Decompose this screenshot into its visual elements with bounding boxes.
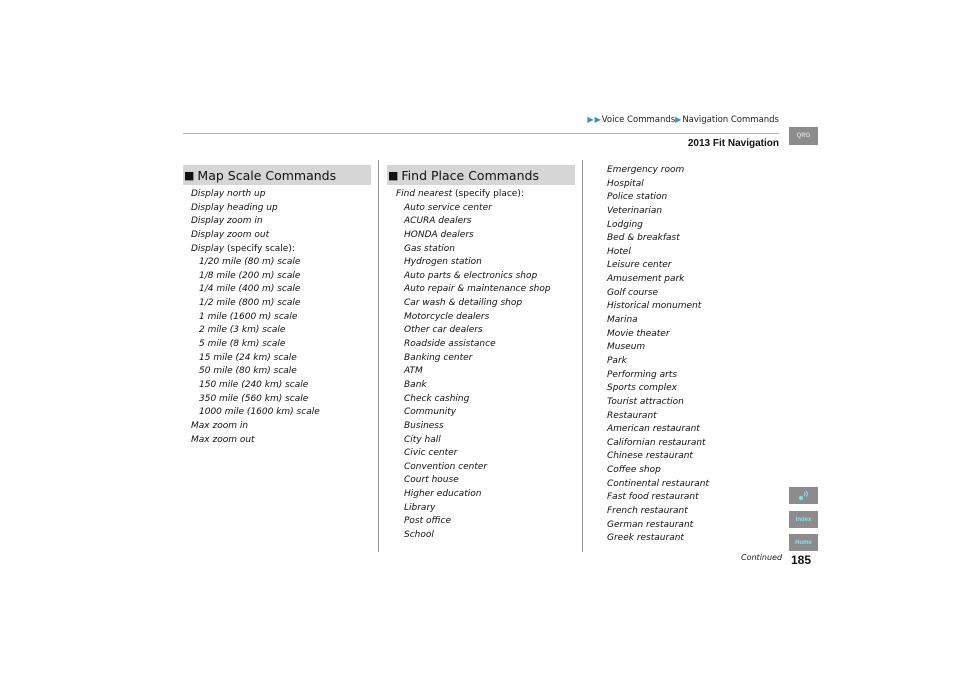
list-item-text: German restaurant [607, 519, 694, 530]
list-item [396, 256, 551, 270]
list-item-text: Display zoom out [191, 229, 270, 240]
list-item-text: 2 mile (3 km) scale [199, 325, 286, 336]
list-item [396, 215, 551, 229]
list-item [396, 393, 551, 407]
list-item [607, 300, 709, 314]
list-item-text: Library [404, 502, 436, 513]
list-item-text: American restaurant [607, 424, 700, 435]
list-item [191, 188, 320, 202]
list-item-text: Californian restaurant [607, 437, 706, 448]
list-item-text: Marina [607, 315, 638, 326]
list-item-text: Max zoom in [191, 420, 249, 431]
list-item [396, 283, 551, 297]
list-item [607, 437, 709, 451]
list-item [396, 243, 551, 257]
list-item [607, 396, 709, 410]
list-item [396, 502, 551, 516]
list-item [607, 164, 709, 178]
square-bullet-icon: ■ [184, 168, 195, 182]
list-item [191, 256, 320, 270]
list-item-text: Coffee shop [607, 465, 661, 476]
list-item [607, 273, 709, 287]
list-item [607, 246, 709, 260]
list-item [396, 420, 551, 434]
list-item [396, 324, 551, 338]
find-place-list [396, 188, 551, 543]
map-scale-heading-text: Map Scale Commands [197, 167, 337, 183]
list-item [396, 529, 551, 543]
list-item-text: Park [607, 355, 627, 366]
find-place-heading [387, 165, 575, 185]
list-item [396, 474, 551, 488]
list-item-text: Community [404, 407, 457, 418]
list-item [191, 324, 320, 338]
list-item-note: (specify scale): [224, 243, 295, 254]
map-scale-heading [183, 165, 371, 185]
list-item-text: Auto parts & electronics shop [404, 270, 538, 281]
list-item-text: Post office [404, 516, 451, 527]
map-scale-list [191, 188, 320, 447]
list-item-text: Fast food restaurant [607, 492, 699, 503]
list-item [396, 338, 551, 352]
triangle-right-icon: ▶ [587, 115, 594, 124]
list-item-text: Restaurant [607, 410, 657, 421]
list-item [607, 491, 709, 505]
list-item [191, 420, 320, 434]
home-button[interactable]: Home [789, 534, 818, 551]
list-item-text: Leisure center [607, 260, 672, 271]
list-item [396, 515, 551, 529]
breadcrumb [587, 115, 779, 125]
list-item [191, 202, 320, 216]
list-item-text: 1/4 mile (400 m) scale [199, 284, 301, 295]
list-item-text: Historical monument [607, 301, 702, 312]
list-item-text: HONDA dealers [404, 229, 474, 240]
list-item-text: 1/2 mile (800 m) scale [199, 298, 301, 309]
list-item [607, 519, 709, 533]
list-item [191, 434, 320, 448]
list-item-text: Auto repair & maintenance shop [404, 284, 551, 295]
list-item [607, 287, 709, 301]
index-button[interactable]: Index [789, 511, 818, 528]
doc-title: 2013 Fit Navigation [687, 138, 779, 149]
page-number: 185 [791, 553, 812, 567]
square-bullet-icon: ■ [388, 168, 399, 182]
list-item [607, 478, 709, 492]
list-item [607, 382, 709, 396]
list-item-text: Roadside assistance [404, 339, 496, 350]
list-item-text: 1 mile (1600 m) scale [199, 311, 298, 322]
list-item-text: Sports complex [607, 383, 678, 394]
list-item [191, 283, 320, 297]
list-item-text: Hydrogen station [404, 257, 482, 268]
list-item [607, 219, 709, 233]
voice-command-icon [798, 491, 810, 501]
list-item-text: 15 mile (24 km) scale [199, 352, 297, 363]
list-item [607, 191, 709, 205]
list-item [396, 311, 551, 325]
list-item [191, 406, 320, 420]
list-item [191, 297, 320, 311]
list-item [191, 365, 320, 379]
list-item-text: Gas station [404, 243, 456, 254]
list-item-text: Court house [404, 475, 459, 486]
voice-button[interactable] [789, 487, 818, 504]
list-item-text: Golf course [607, 287, 659, 298]
list-item [607, 178, 709, 192]
list-item [396, 202, 551, 216]
list-item [396, 365, 551, 379]
list-item-text: Hotel [607, 246, 631, 257]
list-item [607, 423, 709, 437]
header-rule [183, 133, 779, 134]
list-item [191, 379, 320, 393]
list-item-text: School [404, 530, 434, 541]
breadcrumb-item-navigation-commands[interactable]: Navigation Commands [682, 115, 779, 125]
list-item [396, 379, 551, 393]
list-item-text: 1/20 mile (80 m) scale [199, 257, 301, 268]
list-item-text: French restaurant [607, 506, 688, 517]
list-item [396, 352, 551, 366]
column-divider [582, 160, 583, 552]
list-item [607, 341, 709, 355]
list-item [396, 270, 551, 284]
list-item-text: Greek restaurant [607, 533, 684, 544]
list-item [607, 505, 709, 519]
continued-label: Continued [741, 553, 783, 562]
list-item-text: Display north up [191, 189, 266, 199]
list-item-text: Emergency room [607, 165, 685, 175]
list-item-note: (specify place): [452, 189, 524, 199]
list-item-text: Other car dealers [404, 325, 483, 336]
list-item [396, 447, 551, 461]
list-item-text: Chinese restaurant [607, 451, 693, 462]
list-item [607, 410, 709, 424]
list-item [191, 338, 320, 352]
list-item [191, 393, 320, 407]
list-item [396, 188, 551, 202]
list-item-text: Movie theater [607, 328, 670, 339]
list-item-text: Business [404, 420, 444, 431]
list-item-text: ACURA dealers [404, 216, 472, 227]
list-item-text: Performing arts [607, 369, 678, 380]
list-item [396, 297, 551, 311]
list-item [396, 406, 551, 420]
list-item-text: Convention center [404, 461, 488, 472]
triangle-right-icon: ▶ [675, 115, 682, 124]
breadcrumb-item-voice-commands[interactable]: Voice Commands [601, 115, 676, 125]
list-item-text: Max zoom out [191, 434, 255, 445]
list-item-text: Display heading up [191, 202, 278, 213]
list-item-text: Lodging [607, 219, 643, 230]
list-item [191, 352, 320, 366]
list-item [191, 243, 320, 257]
list-item [396, 229, 551, 243]
list-item [607, 232, 709, 246]
list-item-text: Motorcycle dealers [404, 311, 490, 322]
list-item [191, 215, 320, 229]
list-item [607, 259, 709, 273]
list-item [607, 450, 709, 464]
column-divider [378, 160, 379, 552]
list-item-text: Bed & breakfast [607, 233, 680, 244]
qrg-tab[interactable]: QRG [789, 127, 818, 145]
list-item [191, 229, 320, 243]
list-item-text: 1000 mile (1600 km) scale [199, 407, 320, 418]
list-item-text: 350 mile (560 km) scale [199, 393, 309, 404]
list-item [607, 205, 709, 219]
list-item [396, 434, 551, 448]
list-item-text: Check cashing [404, 393, 470, 404]
list-item-text: Civic center [404, 448, 458, 459]
list-item-text: Veterinarian [607, 205, 663, 216]
places-continued-list [607, 164, 709, 546]
list-item [607, 355, 709, 369]
list-item [191, 311, 320, 325]
list-item-text: Display [191, 243, 225, 254]
list-item-text: Display zoom in [191, 216, 263, 227]
list-item-text: Find nearest [396, 189, 453, 199]
list-item-text: Museum [607, 342, 646, 353]
list-item-text: Continental restaurant [607, 478, 709, 489]
list-item-text: 150 mile (240 km) scale [199, 379, 309, 390]
list-item-text: City hall [404, 434, 441, 445]
list-item [191, 270, 320, 284]
list-item-text: Banking center [404, 352, 473, 363]
list-item-text: Police station [607, 192, 668, 203]
list-item-text: Car wash & detailing shop [404, 298, 523, 309]
list-item-text: Tourist attraction [607, 396, 684, 407]
list-item [396, 488, 551, 502]
triangle-right-icon: ▶ [594, 115, 601, 124]
list-item-text: 1/8 mile (200 m) scale [199, 270, 301, 281]
list-item [607, 369, 709, 383]
list-item-text: Auto service center [404, 202, 492, 213]
list-item-text: 5 mile (8 km) scale [199, 339, 286, 350]
list-item-text: ATM [404, 366, 423, 377]
list-item [607, 532, 709, 546]
list-item [607, 328, 709, 342]
list-item-text: Amusement park [607, 274, 685, 285]
list-item [396, 461, 551, 475]
list-item-text: Higher education [404, 489, 482, 500]
list-item-text: Hospital [607, 178, 644, 189]
list-item [607, 314, 709, 328]
list-item [607, 464, 709, 478]
list-item-text: Bank [404, 379, 427, 390]
find-place-heading-text: Find Place Commands [401, 167, 539, 183]
list-item-text: 50 mile (80 km) scale [199, 366, 297, 377]
